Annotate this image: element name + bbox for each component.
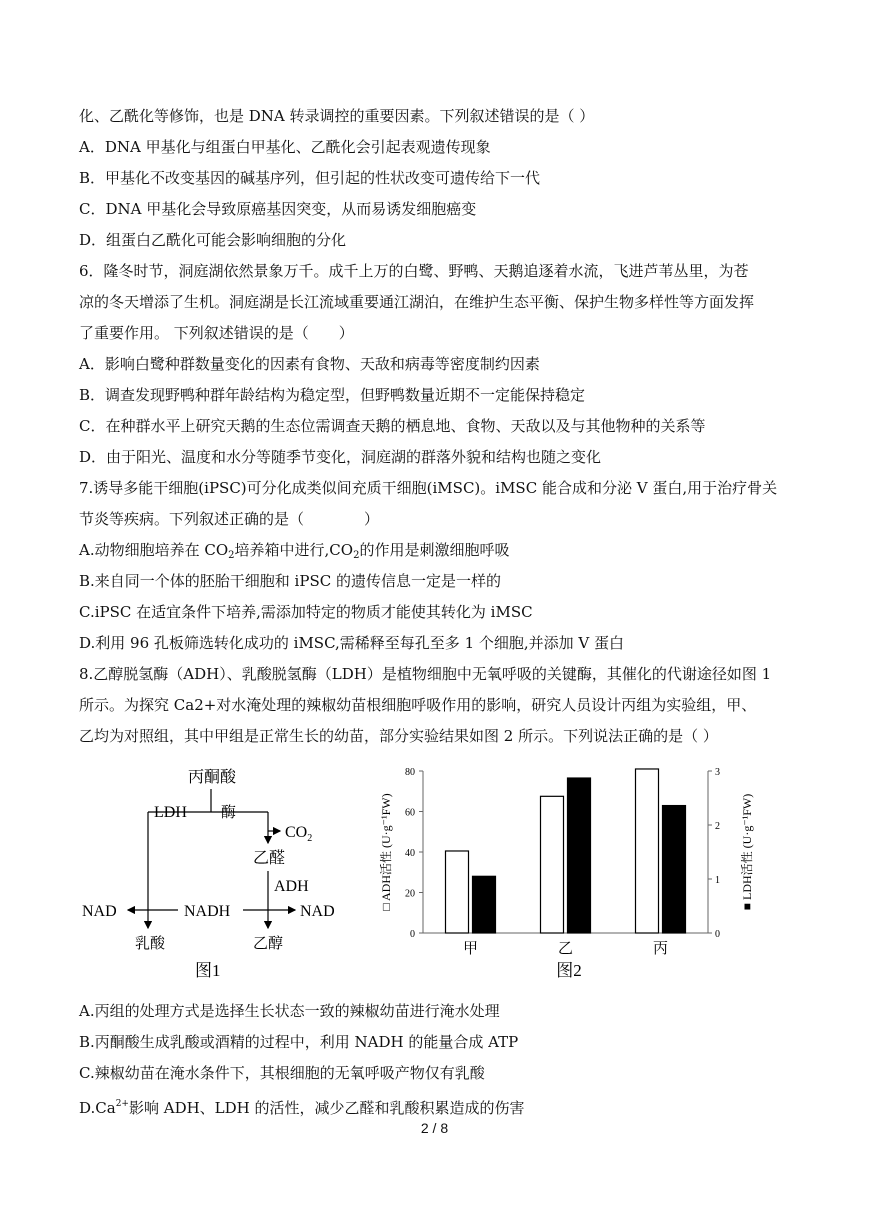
option-c: C．DNA 甲基化会导致原癌基因突变，从而易诱发细胞癌变 (79, 200, 477, 218)
right-tick-label: 2 (715, 821, 720, 832)
q7a-sub2: 2 (353, 550, 360, 561)
q8-option-a: A.丙组的处理方式是选择生长状态一致的辣椒幼苗进行淹水处理 (79, 1002, 500, 1020)
q7-option-b: B.来自同一个体的胚胎干细胞和 iPSC 的遗传信息一定是一样的 (79, 572, 501, 590)
question-6-stem: 6．隆冬时节，洞庭湖依然景象万千。成千上万的白鹭、野鸭、天鹅追逐着水流，飞进芦苇丛里，为苍 (79, 262, 749, 280)
figure-1-pathway (78, 765, 368, 985)
nadh-label: NADH (184, 903, 231, 920)
bar-ldh (663, 806, 686, 933)
question-8-stem-cont: 所示。为探究 Ca2+对水淹处理的辣椒幼苗根细胞呼吸作用的影响，研究人员设计丙组为实验组，甲、 (79, 696, 757, 714)
q6-option-c: C．在种群水平上研究天鹅的生态位需调查天鹅的栖息地、食物、天敌以及与其他物种的关系等 (79, 417, 706, 435)
right-tick-label: 3 (715, 767, 720, 778)
acetaldehyde-label: 乙醛 (253, 850, 286, 867)
q7a-part1: A.动物细胞培养在 CO (79, 541, 229, 559)
q7-option-c: C.iPSC 在适宜条件下培养,需添加特定的物质才能使其转化为 iMSC (79, 603, 533, 621)
left-tick-label: 40 (405, 848, 415, 859)
q7-option-a (79, 540, 794, 566)
question-7-stem: 7.诱导多能干细胞(iPSC)可分化成类似间充质干细胞(iMSC)。iMSC 能合成和分泌 V 蛋白,用于治疗骨关 (79, 479, 778, 497)
category-label: 甲 (462, 941, 479, 957)
nad-left-label: NAD (82, 903, 117, 920)
ldh-axis-label: LDH活性 (U·g⁻¹FW) (740, 793, 754, 900)
bar-adh (636, 769, 659, 933)
left-tick-label: 0 (410, 929, 415, 940)
left-tick-label: 80 (405, 767, 415, 778)
q8-option-b: B.丙酮酸生成乳酸或酒精的过程中，利用 NADH 的能量合成 ATP (79, 1033, 519, 1051)
q6-option-d: D．由于阳光、温度和水分等随季节变化，洞庭湖的群落外貌和结构也随之变化 (79, 448, 602, 466)
question-6-stem-cont: 凉的冬天增添了生机。洞庭湖是长江流域重要通江湖泊，在维护生态平衡、保护生物多样性等方面发挥 (79, 293, 755, 311)
text-line: 化、乙酰化等修饰，也是 DNA 转录调控的重要因素。下列叙述错误的是（ ） (79, 107, 595, 125)
q7-option-d: D.利用 96 孔板筛选转化成功的 iMSC,需稀释至每孔至多 1 个细胞,并添加 V 蛋白 (79, 634, 625, 652)
right-axis-title (739, 794, 754, 911)
co2-label: $CO_2$ (285, 824, 313, 844)
right-tick-label: 0 (715, 929, 720, 940)
question-8-stem-end: 乙均为对照组，其中甲组是正常生长的幼苗，部分实验结果如图 2 所示。下列说法正确的是（ ） (79, 727, 718, 745)
ldh-legend-symbol: ■ (740, 900, 754, 911)
adh-legend-symbol: □ (379, 901, 393, 911)
enzyme-label: 酶 (221, 805, 237, 821)
bar-adh (446, 851, 469, 933)
q8-option-c: C.辣椒幼苗在淹水条件下，其根细胞的无氧呼吸产物仅有乳酸 (79, 1064, 485, 1082)
bar-ldh (473, 876, 496, 933)
figure-2-chart (368, 765, 763, 985)
question-8-stem: 8.乙醇脱氢酶（ADH）、乳酸脱氢酶（LDH）是植物细胞中无氧呼吸的关键酶，其催化的代谢途径如图 1 (79, 665, 772, 683)
left-tick-label: 20 (405, 888, 415, 900)
adh-axis-label: ADH活性 (U·g⁻¹FW) (379, 793, 393, 901)
nad-right-label: NAD (300, 903, 335, 920)
figure-1-caption: 图1 (195, 961, 221, 980)
q6-option-b: B．调查发现野鸭种群年龄结构为稳定型，但野鸭数量近期不一定能保持稳定 (79, 386, 586, 404)
q7a-sub1: 2 (228, 550, 235, 561)
left-tick-label: 60 (405, 807, 415, 819)
q7a-part3: 的作用是刺激细胞呼吸 (359, 541, 510, 559)
q8d-part1: D.Ca (79, 1099, 116, 1117)
right-tick-label: 1 (715, 875, 720, 886)
bar-ldh (568, 778, 591, 933)
q6-option-a: A．影响白鹭种群数量变化的因素有食物、天敌和病毒等密度制约因素 (79, 355, 540, 373)
question-6-stem-end: 了重要作用。 下列叙述错误的是（ ） (79, 324, 354, 342)
lactate-label: 乳酸 (135, 936, 166, 952)
page-number: 2 / 8 (420, 1120, 449, 1136)
bar-adh (541, 796, 564, 933)
adh-label: ADH (274, 878, 309, 895)
option-a: A．DNA 甲基化与组蛋白甲基化、乙酰化会引起表观遗传现象 (79, 138, 491, 156)
category-label: 乙 (557, 941, 574, 957)
option-b: B．甲基化不改变基因的碱基序列，但引起的性状改变可遗传给下一代 (79, 169, 541, 187)
category-label: 丙 (652, 941, 669, 957)
question-7-stem-end: 节炎等疾病。下列叙述正确的是（ ） (79, 510, 380, 528)
pyruvate-label: 丙酮酸 (188, 769, 237, 786)
option-d: D．组蛋白乙酰化可能会影响细胞的分化 (79, 231, 347, 249)
q8-option-d (79, 1094, 794, 1118)
left-axis-title (378, 793, 393, 910)
ethanol-label: 乙醇 (253, 936, 284, 952)
figure-2-caption: 图2 (556, 961, 582, 980)
q8d-sup: 2+ (115, 1099, 129, 1109)
ldh-label: LDH (154, 804, 187, 821)
q7a-part2: 培养箱中进行,CO (234, 541, 354, 559)
q8d-part2: 影响 ADH、LDH 的活性，减少乙醛和乳酸积累造成的伤害 (128, 1099, 525, 1117)
